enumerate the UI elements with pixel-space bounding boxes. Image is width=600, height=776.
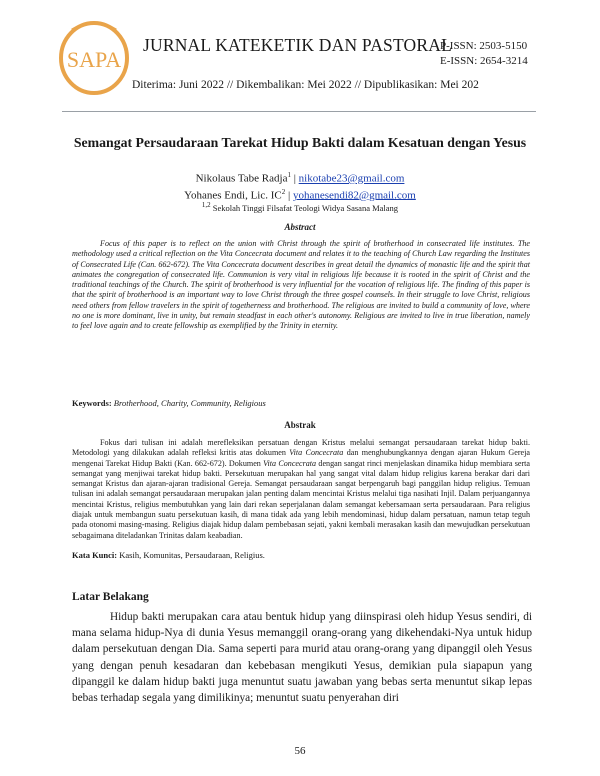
author-1-sup: 1	[287, 171, 291, 179]
author-2-email-link[interactable]: yohanesendi82@gmail.com	[292, 189, 416, 202]
abstract-en-text: Focus of this paper is to reflect on the union with Christ through the spirit of brotherhood in consecrated life institutes. The methodology used a critical reflection on the Vita Concecrata document and relates it to the teaching of Church Law regarding the Institutes of Consecrated Life (Can. 662-672). The Vita Concecrata document describes in great detail the dynamics of monastic life and the spirit that animates the congregation of consecrated life. Communion is very vital in religious life because it is rooted in the spirit of Christ and the traditional teachings of the Church. The spirit of brotherhood is very influential for the vocation of religious life. The finding of this paper is that the spirit of brotherhood is an important way to love Christ through the three gospel counsels. In their struggle to love Christ, religious need others from fellow travelers in the spirit of togetherness and brotherhood. The religious are invited to build a community of love, where no one is more dominant, live in unity, but remain steadfast in each other's autonomy. Religious are invited to live in true liberation, namely to feel love again and to create fellowship as exemplified by the Trinity in eternity.	[72, 239, 530, 331]
author-2-sup: 2	[281, 187, 286, 196]
logo-text: SAPA	[66, 47, 122, 72]
keywords-id-label: Kata Kunci:	[72, 550, 118, 560]
keywords-en	[72, 398, 530, 408]
section-heading: Latar Belakang	[72, 591, 149, 603]
e-issn: E-ISSN: 2654-3214	[440, 55, 528, 67]
abstract-id-heading: Abstrak	[284, 420, 316, 430]
section-body	[72, 609, 532, 706]
author-1-name: Nikolaus Tabe Radja	[195, 172, 288, 185]
journal-logo	[52, 14, 136, 100]
issn-block	[440, 39, 528, 69]
affiliation-sup: 1,2	[201, 201, 211, 209]
p-issn: P-ISSN: 2503-5150	[440, 40, 528, 52]
keywords-en-text: Brotherhood, Charity, Community, Religious	[113, 398, 266, 408]
author-1: Nikolaus Tabe Radja$^1$ | nikotabe23@gmail.com	[195, 171, 405, 185]
author-1-email-link[interactable]: nikotabe23@gmail.com	[298, 172, 405, 185]
page-number: 56	[294, 745, 306, 757]
keywords-id	[72, 550, 530, 560]
affiliation	[0, 201, 600, 213]
abstract-en-heading: Abstract	[284, 222, 316, 232]
header-divider	[62, 111, 536, 112]
abstract-en	[72, 239, 530, 332]
author-2-name: Yohanes Endi, Lic. IC	[184, 189, 282, 202]
keywords-id-text: Kasih, Komunitas, Persaudaraan, Religius.	[119, 550, 265, 560]
body-paragraph: Hidup bakti merupakan cara atau bentuk hidup yang diinspirasi oleh hidup Yesus sendiri, di mana selama hidup-Nya di dunia Yesus memanggil orang-orang yang dikehendaki-Nya untuk hidup dalam persekutuan dengan Dia. Sama seperti para murid atau orang-orang yang dipanggil oleh Yesus yang dengan penuh kesadaran dan kebebasan mengikuti Yesus, demikian pula siapapun yang dipanggil ke dalam hidup bakti juga menuntut suatu jawaban yang bebas serta menuntut sikap lepas bebas terhadap segala yang dimilikinya; menuntut suatu penyerahan diri	[72, 611, 532, 705]
affiliation-text: Sekolah Tinggi Filsafat Teologi Widya Sasana Malang	[212, 202, 399, 213]
publication-dates: Diterima: Juni 2022 // Dikembalikan: Mei 2022 // Dipublikasikan: Mei 202	[132, 79, 479, 91]
abstract-id-text: Fokus dari tulisan ini adalah merefleksikan persatuan dengan Kristus melalui semangat persaudaraan tarekat hidup bakti. Metodologi yang dilakukan adalah refleksi kritis atas dokumen Vita Concecrata dan menghubungkannya dengan ajaran Hukum Gereja mengenai Tarekat Hidup Bakti (Kan. 662-672). Dokumen Vita Concecrata dengan sangat rinci menjelaskan dinamika hidup membiara serta semangat yang menjiwai tarekat hidup bakti. Persekutuan merupakan hal yang sangat vital dalam hidup religius karena berakar dari dari semangat Kristus dan ajaran-ajaran tradisional Gereja. Semangat persaudaraan sangat berpengaruh bagi panggilan hidup religius. Temuan tulisan ini adalah semangat persaudaraan merupakan jalan penting dalam mencintai Kristus melalui tiga nasihati Injil. Dalam perjuangannya mencintai Kristus, religius membutuhkan yang lain dari rekan seperjalanan dalam semangat kebersamaan serta persaudaraan. Para religius diajak untuk membangun suatu persekutuan kasih, di mana tidak ada yang lebih mendominasi, hidup dalam persatuan, namun tetap teguh pada otonomi masing-masing. Religius diajak hidup dalam pembebasan sejati, yakni kembali merasakan kasih dan mewujudkan persekutuan sebagaimana diteladankan Trinitas dalam keabadian.	[72, 438, 530, 540]
journal-name: JURNAL KATEKETIK DAN PASTORAL	[143, 35, 452, 55]
author-2: Yohanes Endi, Lic. $IC^2$ | yohanesendi82@gmail.com	[184, 187, 416, 202]
keywords-en-label: Keywords:	[72, 398, 112, 408]
article-title: Semangat Persaudaraan Tarekat Hidup Bakti dalam Kesatuan dengan Yesus	[73, 135, 527, 150]
author-list	[0, 169, 600, 202]
abstract-id	[72, 438, 530, 541]
